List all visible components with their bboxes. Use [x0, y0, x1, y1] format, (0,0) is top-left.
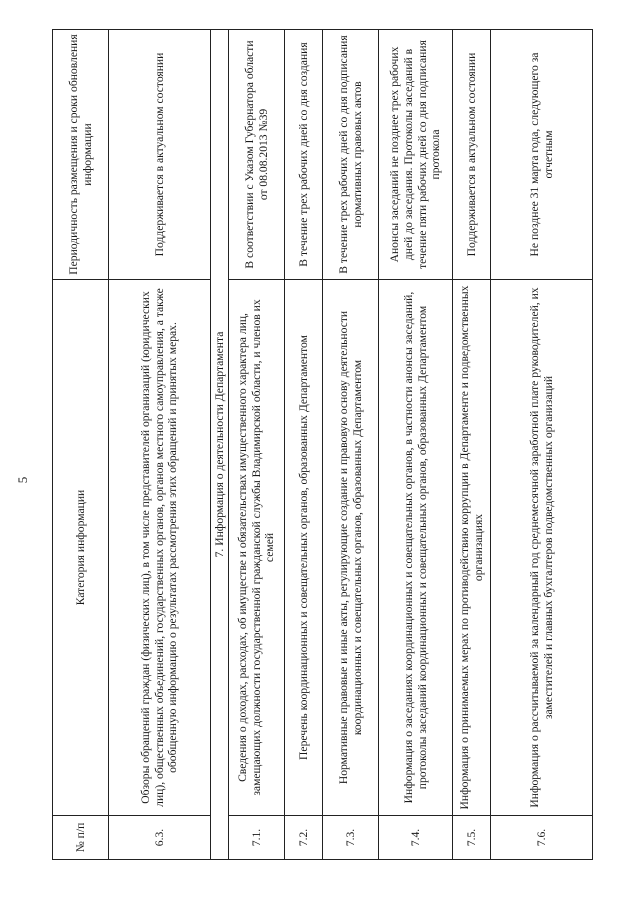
table-header-row: [53, 30, 109, 860]
document-table-rotated: [52, 30, 592, 860]
row-category: Информация о принимаемых мерах по противодействию коррупции в Департаменте и подведомственных организациях: [453, 280, 491, 816]
row-period: Анонсы заседаний не позднее трех рабочих дней до заседания. Протоколы заседаний в течение пяти рабочих дней со дня подписания протокола: [379, 30, 453, 280]
row-period: Не позднее 31 марта года, следующего за отчетным: [491, 30, 593, 280]
row-period: Поддерживается в актуальном состоянии: [109, 30, 211, 280]
row-category: Обзоры обращений граждан (физических лиц), в том числе представителей организаций (юридических лиц), общественных объединений, государственных органов, органов местного самоуправления, а также обобщенную информацию о результатах рассмотрения этих обращений и принятых мерах.: [109, 280, 211, 816]
row-num: 7.6.: [491, 816, 593, 860]
table-row: [109, 30, 211, 860]
header-category: Категория информации: [53, 280, 109, 816]
page-number: 5: [15, 476, 30, 484]
row-category: Сведения о доходах, расходах, об имуществе и обязательствах имущественного характера лиц, замещающих должности государственной гражданской службы Владимирской области, и членов их семей: [229, 280, 285, 816]
row-num: 7.3.: [323, 816, 379, 860]
section-row: [211, 30, 229, 860]
table-row: [491, 30, 593, 860]
header-period: Периодичность размещения и сроки обновления информации: [53, 30, 109, 280]
table-row: [285, 30, 323, 860]
section-title: 7. Информация о деятельности Департамента: [211, 30, 229, 860]
row-num: 7.4.: [379, 816, 453, 860]
row-num: 7.2.: [285, 816, 323, 860]
row-period: Поддерживается в актуальном состоянии: [453, 30, 491, 280]
table-row: [229, 30, 285, 860]
row-num: 6.3.: [109, 816, 211, 860]
row-period: В соответствии с Указом Губернатора области от 08.08.2013 №39: [229, 30, 285, 280]
information-table: [52, 29, 593, 860]
row-category: Информация о рассчитываемой за календарный год среднемесячной заработной плате руководителей, их заместителей и главных бухгалтеров подведомственных организаций: [491, 280, 593, 816]
row-num: 7.1.: [229, 816, 285, 860]
row-category: Информация о заседаниях координационных и совещательных органов, в частности анонсы заседаний, протоколы заседаний координационных и совещательных органов, образованных Департаментом: [379, 280, 453, 816]
row-period: В течение трех рабочих дней со дня подписания нормативных правовых актов: [323, 30, 379, 280]
row-category: Перечень координационных и совещательных органов, образованных Департаментом: [285, 280, 323, 816]
row-period: В течение трех рабочих дней со дня создания: [285, 30, 323, 280]
header-num: № п/п: [53, 816, 109, 860]
table-row: [379, 30, 453, 860]
row-category: Нормативные правовые и иные акты, регулирующие создание и правовую основу деятельности координационных и совещательных органов, образованных Департаментом: [323, 280, 379, 816]
table-row: [453, 30, 491, 860]
row-num: 7.5.: [453, 816, 491, 860]
table-row: [323, 30, 379, 860]
